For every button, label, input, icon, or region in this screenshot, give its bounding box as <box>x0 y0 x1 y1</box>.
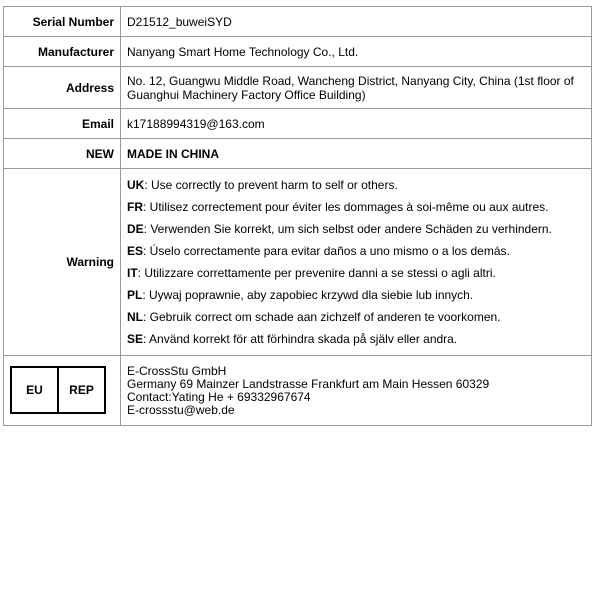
eu-rep-company: E-CrossStu GmbH <box>127 363 227 378</box>
eu-rep-email: E-crossstu@web.de <box>127 402 235 417</box>
warning-line-se <box>127 332 585 346</box>
warning-line-it <box>127 266 585 280</box>
warning-line-nl <box>127 310 585 324</box>
new-label: NEW <box>4 139 121 169</box>
warning-line-pl <box>127 288 585 302</box>
warning-text: : Gebruik correct om schade aan zichzelf of anderen te voorkomen. <box>143 310 501 324</box>
address-value: No. 12, Guangwu Middle Road, Wancheng District, Nanyang City, China (1st floor of Guanghui Machinery Factory Office Building) <box>121 67 592 109</box>
eu-rep-symbol-eu: EU <box>12 368 59 412</box>
warning-text: : Úselo correctamente para evitar daños a uno mismo o a los demás. <box>143 244 510 258</box>
warning-text: : Använd korrekt för att förhindra skada på själv eller andra. <box>143 332 458 346</box>
eu-rep-contact: Contact:Yating He + 69332967674 <box>127 389 311 404</box>
warning-text: : Verwenden Sie korrekt, um sich selbst oder andere Schäden zu verhindern. <box>143 222 552 236</box>
warning-line-de <box>127 222 585 236</box>
warning-text: : Utilizzare correttamente per prevenire danni a se stessi o agli altri. <box>137 266 496 280</box>
warning-label: Warning <box>4 169 121 356</box>
email-value: k17188994319@163.com <box>121 109 592 139</box>
warning-code: NL <box>127 310 143 324</box>
warning-row <box>4 169 592 356</box>
eu-rep-symbol-cell <box>4 356 121 426</box>
address-row <box>4 67 592 109</box>
warning-code: ES <box>127 244 144 258</box>
eu-rep-row <box>4 356 592 426</box>
eu-rep-symbol <box>10 366 106 414</box>
manufacturer-value: Nanyang Smart Home Technology Co., Ltd. <box>121 37 592 67</box>
warning-list <box>121 169 592 356</box>
email-label: Email <box>4 109 121 139</box>
address-label: Address <box>4 67 121 109</box>
warning-text: : Uywaj poprawnie, aby zapobiec krzywd dla siebie lub innych. <box>142 288 474 302</box>
warning-code: DE <box>127 222 144 236</box>
warning-code: UK <box>127 178 145 192</box>
warning-code: FR <box>127 200 143 214</box>
new-row <box>4 139 592 169</box>
warning-text: : Use correctly to prevent harm to self or others. <box>144 178 398 192</box>
product-label-table <box>3 6 592 426</box>
serial-row <box>4 7 592 37</box>
warning-line-fr <box>127 200 585 214</box>
warning-code: PL <box>127 288 143 302</box>
serial-value: D21512_buweiSYD <box>121 7 592 37</box>
warning-line-es <box>127 244 585 258</box>
serial-label: Serial Number <box>4 7 121 37</box>
made-in-china: MADE IN CHINA <box>121 139 592 169</box>
warning-text: : Utilisez correctement pour éviter les dommages à soi-même ou aux autres. <box>143 200 549 214</box>
eu-rep-address: Germany 69 Mainzer Landstrasse Frankfurt am Main Hessen 60329 <box>127 376 490 391</box>
warning-code: SE <box>127 332 144 346</box>
manufacturer-label: Manufacturer <box>4 37 121 67</box>
warning-code: IT <box>127 266 138 280</box>
eu-rep-symbol-rep: REP <box>69 383 94 397</box>
manufacturer-row <box>4 37 592 67</box>
eu-rep-details <box>121 356 592 426</box>
email-row <box>4 109 592 139</box>
warning-line-uk <box>127 178 585 192</box>
